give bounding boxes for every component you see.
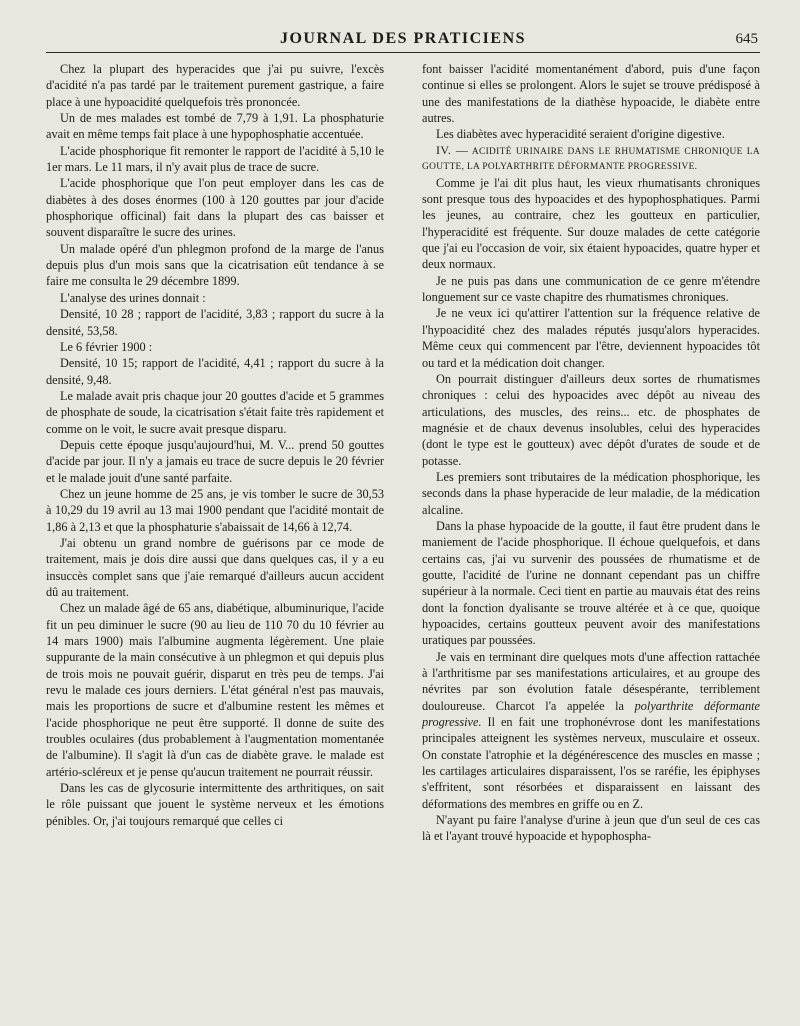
paragraph: font baisser l'acidité momentanément d'abord, puis d'une façon continue si elles se prolongent. Alors le sujet se trouve prédisposé à une des manifestations de la diathèse hypoacide, le diabète entre autres. bbox=[422, 62, 760, 126]
paragraph: Dans les cas de glycosurie intermittente des arthritiques, on sait le rôle puissant que jouent le système nerveux et les émotions pénibles. Or, j'ai toujours remarqué que celles ci bbox=[46, 781, 384, 828]
paragraph: Comme je l'ai dit plus haut, les vieux rhumatisants chroniques sont presque tous des hypoacides et des hypophosphatiques. Parmi les jeunes, au contraire, chez les goutteux en particulier, l'hyperacidité est fréquente. Sur douze malades de cette catégorie que j'ai eu l'occasion de voir, six étaient hypoacides, quatre hyper et deux normaux. bbox=[422, 175, 760, 272]
paragraph: On pourrait distinguer d'ailleurs deux sortes de rhumatismes chroniques : celui des hypoacides avec dépôt au niveau des articulations, des muscles, des reins... etc. de phosphates de magnésie et de chaux devenus insolubles, celui des hyperacides (dont le type est le goutteux) avec dépôt d'urates de soude et de potasse. bbox=[422, 371, 760, 468]
paragraph: Densité, 10 28 ; rapport de l'acidité, 3,83 ; rapport du sucre à la densité, 53,58. bbox=[46, 307, 384, 338]
paragraph: Les diabètes avec hyperacidité seraient d'origine digestive. bbox=[436, 127, 725, 142]
paragraph: Un malade opéré d'un phlegmon profond de la marge de l'anus depuis plus d'un mois sans que la cicatrisation eût tendance à se faire me consulta le 29 décembre 1899. bbox=[46, 241, 384, 289]
paragraph: Densité, 10 15; rapport de l'acidité, 4,41 ; rapport du sucre à la densité, 9,48. bbox=[46, 356, 384, 387]
paragraph: Le malade avait pris chaque jour 20 gouttes d'acide et 5 grammes de phosphate de soude, la cicatrisation s'était faite très rapidement et comme on le voit, le sucre avait presque disparu. bbox=[46, 388, 384, 436]
paragraph: Chez la plupart des hyperacides que j'ai pu suivre, l'excès d'acidité n'a pas tardé par le traitement purement gastrique, a faire place à une hypoacidité quelquefois très prononcée. bbox=[46, 62, 384, 109]
paragraph: Un de mes malades est tombé de 7,79 à 1,91. La phosphaturie avait en même temps fait place à une hypophosphatie accentuée. bbox=[46, 111, 384, 142]
section-title: ACIDITÉ URINAIRE DANS LE RHUMATISME CHRONIQUE LA GOUTTE, LA POLYARTHRITE DÉFORMANTE PROGRESSIVE. bbox=[422, 146, 760, 172]
left-column bbox=[46, 61, 384, 845]
paragraph: J'ai obtenu un grand nombre de guérisons par ce mode de traitement, mais je dois dire aussi que dans quelques cas, il y a eu insuccès complet sans que j'aie remarqué d'ailleurs aucun accident dû au traitement. bbox=[46, 535, 384, 599]
paragraph: Le 6 février 1900 : bbox=[60, 339, 153, 354]
section-number: IV. — bbox=[436, 142, 469, 157]
paragraph: L'analyse des urines donnait : bbox=[60, 290, 206, 305]
paragraph: Je ne puis pas dans une communication de ce genre m'étendre longuement sur ce vaste chapitre des rhumatismes chroniques. bbox=[422, 273, 760, 305]
paragraph: L'acide phosphorique que l'on peut employer dans les cas de diabètes à des doses énormes (100 à 120 gouttes par jour d'acide phosphorique officinal) fait dans la plupart des cas baisser et souvent disparaître le sucre des urines. bbox=[46, 176, 384, 240]
paragraph: Depuis cette époque jusqu'aujourd'hui, M. V... prend 50 gouttes d'acide par jour. Il n'y a jamais eu trace de sucre depuis le 20 février et le malade jouit d'une santé parfaite. bbox=[46, 437, 384, 485]
italic-term: polyarthrite déformante progressive. bbox=[422, 698, 760, 730]
paragraph-text: Il en fait une trophonévrose dont les manifestations principales atteignent les systèmes nerveux, musculaire et osseux. On constate l'atrophie et la dégénérescence des muscles en masse ; les cartilages articulaires disparaissent, l'os se raréfie, les épiphyses s'effritent, sont résorbées et disparaissent en laissant des déformations des membres en griffe ou en Z. bbox=[422, 715, 760, 811]
right-column bbox=[422, 61, 760, 845]
two-column-body bbox=[46, 61, 760, 845]
paragraph: Chez un malade âgé de 65 ans, diabétique, albuminurique, l'acide fit un peu diminuer le sucre (90 au lieu de 110 70 du 10 février au 14 mars 1900) mais l'albumine augmenta légèrement. Une plaie suppurante de la main consécutive à un phlegmon et qui depuis plus de trois mois ne pouvait guérir, disparut en très peu de temps. J'ai revu le malade ces jours derniers. L'état général n'est pas mauvais, mais les proportions de sucre et d'albumine restent les mêmes et l'acide phosphorique ne peut être supporté. Il donne de suite des troubles oculaires (dus probablement à l'augmentation momentanée de l'albumine). Il s'agit là d'un cas de diabète grave. le malade est artério-scléreux et je pense qu'aucun traitement ne pourrait réussir. bbox=[46, 601, 384, 779]
paragraph: Dans la phase hypoacide de la goutte, il faut être prudent dans le maniement de l'acide phosphorique. Il échoue quelquefois, et dans certains cas, j'ai vu survenir des poussées de rhumatisme et de goutte, l'acidité de l'urine ne donnant cependant pas un chiffre supérieur à la normale. Ceci tient en partie au mauvais état des reins dont la fonction dyalisante se trouve altérée et à ce que, quoique hypoacides, certains goutteux peuvent avoir des manifestations uratiques par poussées. bbox=[422, 518, 760, 648]
page-number: 645 bbox=[735, 31, 758, 47]
paragraph: Les premiers sont tributaires de la médication phosphorique, les seconds dans la phase hyperacide de leur maladie, de la médication alcaline. bbox=[422, 469, 760, 517]
paragraph: Chez un jeune homme de 25 ans, je vis tomber le sucre de 30,53 à 10,29 du 19 avril au 13 mai 1900 pendant que l'acidité montait de 1,86 à 2,13 et que la phosphaturie s'abaissait de 14,66 à 12,74. bbox=[46, 486, 384, 534]
paragraph-text: Je vais en terminant dire quelques mots d'une affection rattachée à l'arthritisme par ses manifestations articulaires, et au groupe des névrites par son évolution fatale désespérante, terriblement douloureuse. Charcot l'a appelée la bbox=[422, 649, 760, 713]
paragraph: L'acide phosphorique fit remonter le rapport de l'acidité à 5,10 le 1er mars. Le 11 mars, il n'y avait plus de trace de sucre. bbox=[46, 143, 384, 175]
journal-title: JOURNAL DES PRATICIENS bbox=[279, 30, 527, 47]
paragraph: N'ayant pu faire l'analyse d'urine à jeun que d'un seul de ces cas là et l'ayant trouvé hypoacide et hypophospha- bbox=[422, 813, 760, 844]
page-header bbox=[46, 30, 760, 53]
paragraph bbox=[422, 649, 760, 812]
paragraph: Je ne veux ici qu'attirer l'attention sur la fréquence relative de l'hypoacidité chez des malades réputés jusqu'alors hyperacides. Même ceux qui commencent par l'être, deviennent hypoacides tôt ou tard et la médication doit changer. bbox=[422, 306, 760, 370]
section-heading bbox=[422, 143, 760, 175]
